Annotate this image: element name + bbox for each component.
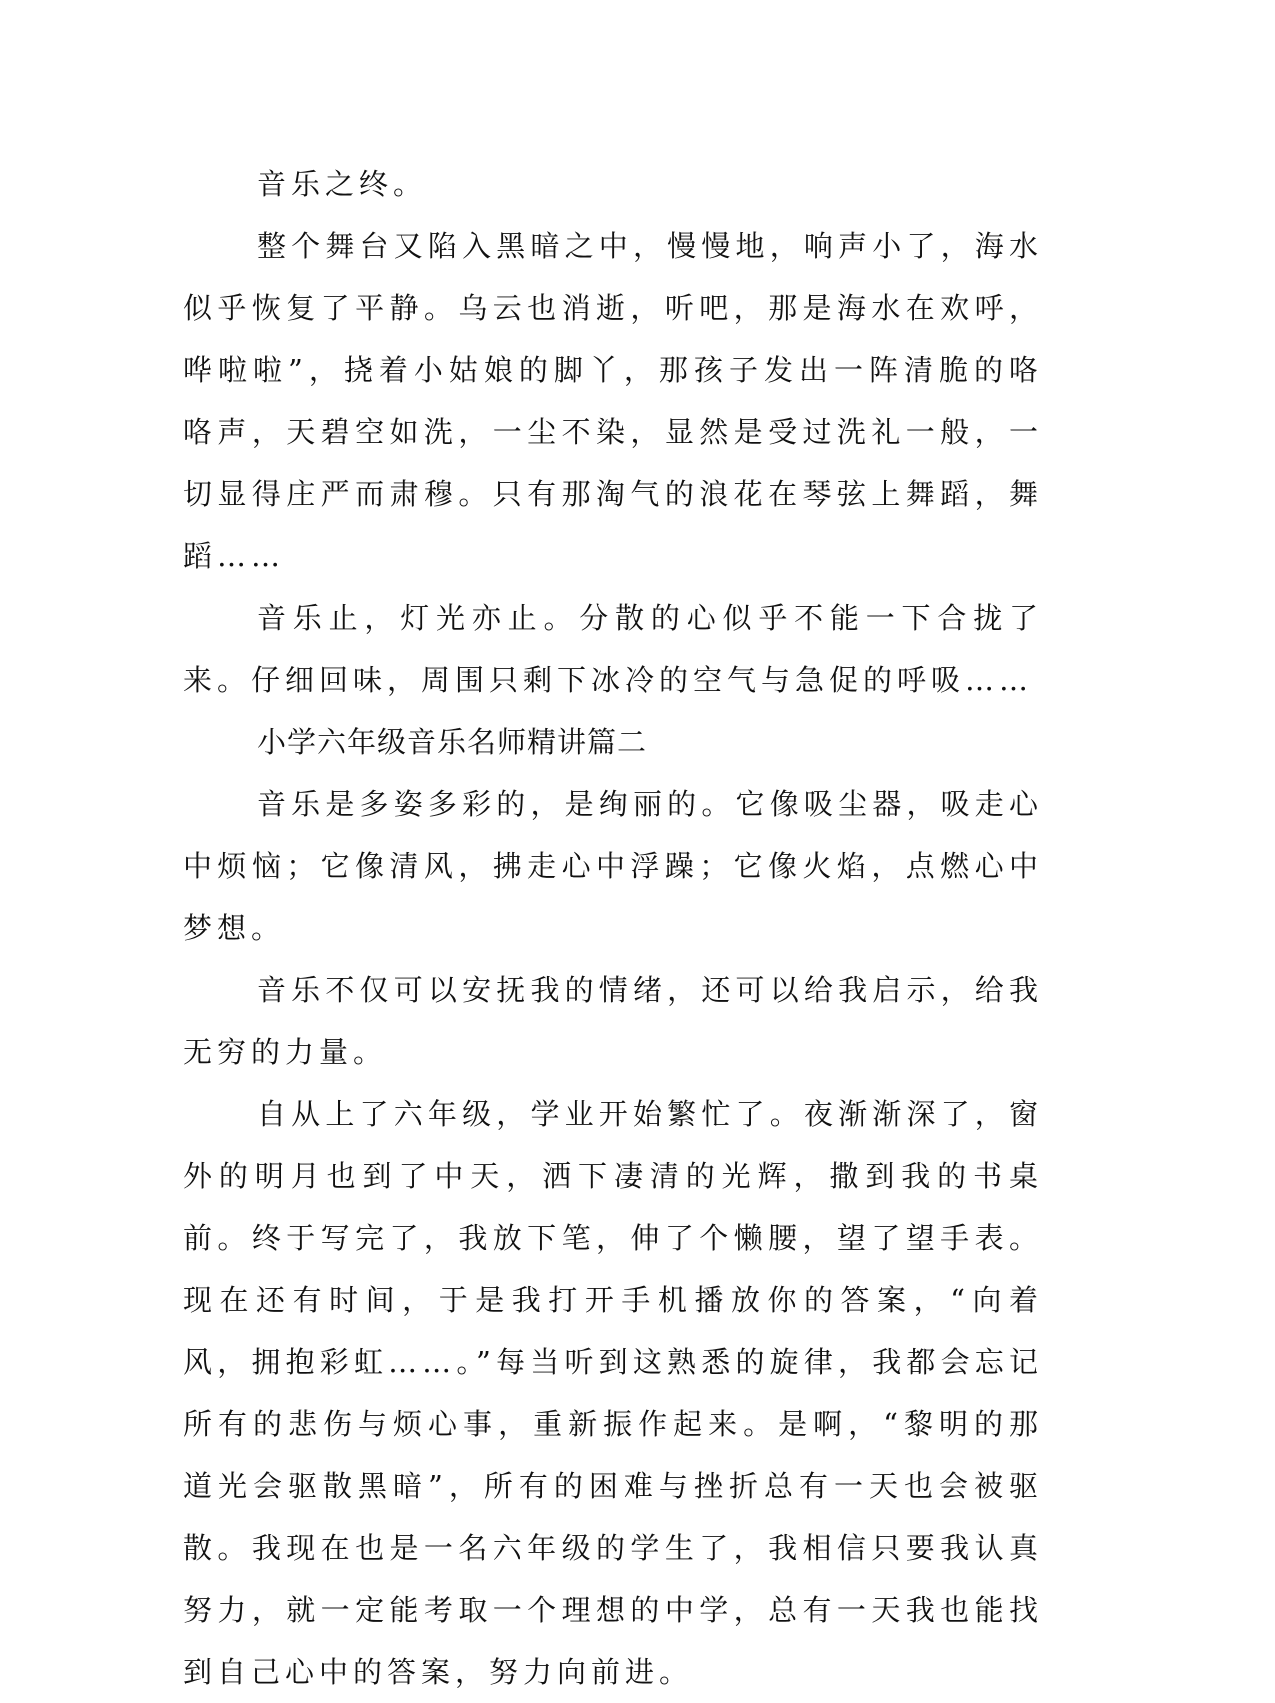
paragraph-5: 音乐不仅可以安抚我的情绪，还可以给我启示，给我无穷的力量。 [183, 973, 1043, 1069]
paragraph-2: 整个舞台又陷入黑暗之中，慢慢地，响声小了，海水似乎恢复了平静。乌云也消逝，听吧，那是海水在欢呼，哗啦啦”，挠着小姑娘的脚丫，那孩子发出一阵清脆的咯咯声，天碧空如洗，一尘不染，显然是受过洗礼一般，一切显得庄严而肃穆。只有那淘气的浪花在琴弦上舞蹈，舞蹈…… [183, 229, 1043, 573]
section-heading: 小学六年级音乐名师精讲篇二 [257, 725, 648, 759]
paragraph-4: 音乐是多姿多彩的，是绚丽的。它像吸尘器，吸走心中烦恼；它像清风，拂走心中浮躁；它像火焰，点燃心中梦想。 [183, 787, 1043, 945]
paragraph-6: 自从上了六年级，学业开始繁忙了。夜渐渐深了，窗外的明月也到了中天，洒下凄清的光辉，撒到我的书桌前。终于写完了，我放下笔，伸了个懒腰，望了望手表。现在还有时间，于是我打开手机播放你的答案，“向着风，拥抱彩虹……。”每当听到这熟悉的旋律，我都会忘记所有的悲伤与烦心事，重新振作起来。是啊，“黎明的那道光会驱散黑暗”，所有的困难与挫折总有一天也会被驱散。我现在也是一名六年级的学生了，我相信只要我认真努力，就一定能考取一个理想的中学，总有一天我也能找到自己心中的答案，努力向前进。 [183, 1097, 1043, 1689]
document-body [183, 153, 1043, 1703]
paragraph-1: 音乐之终。 [257, 167, 428, 201]
paragraph-3: 音乐止，灯光亦止。分散的心似乎不能一下合拢了来。仔细回味，周围只剩下冰冷的空气与急促的呼吸…… [183, 601, 1043, 697]
